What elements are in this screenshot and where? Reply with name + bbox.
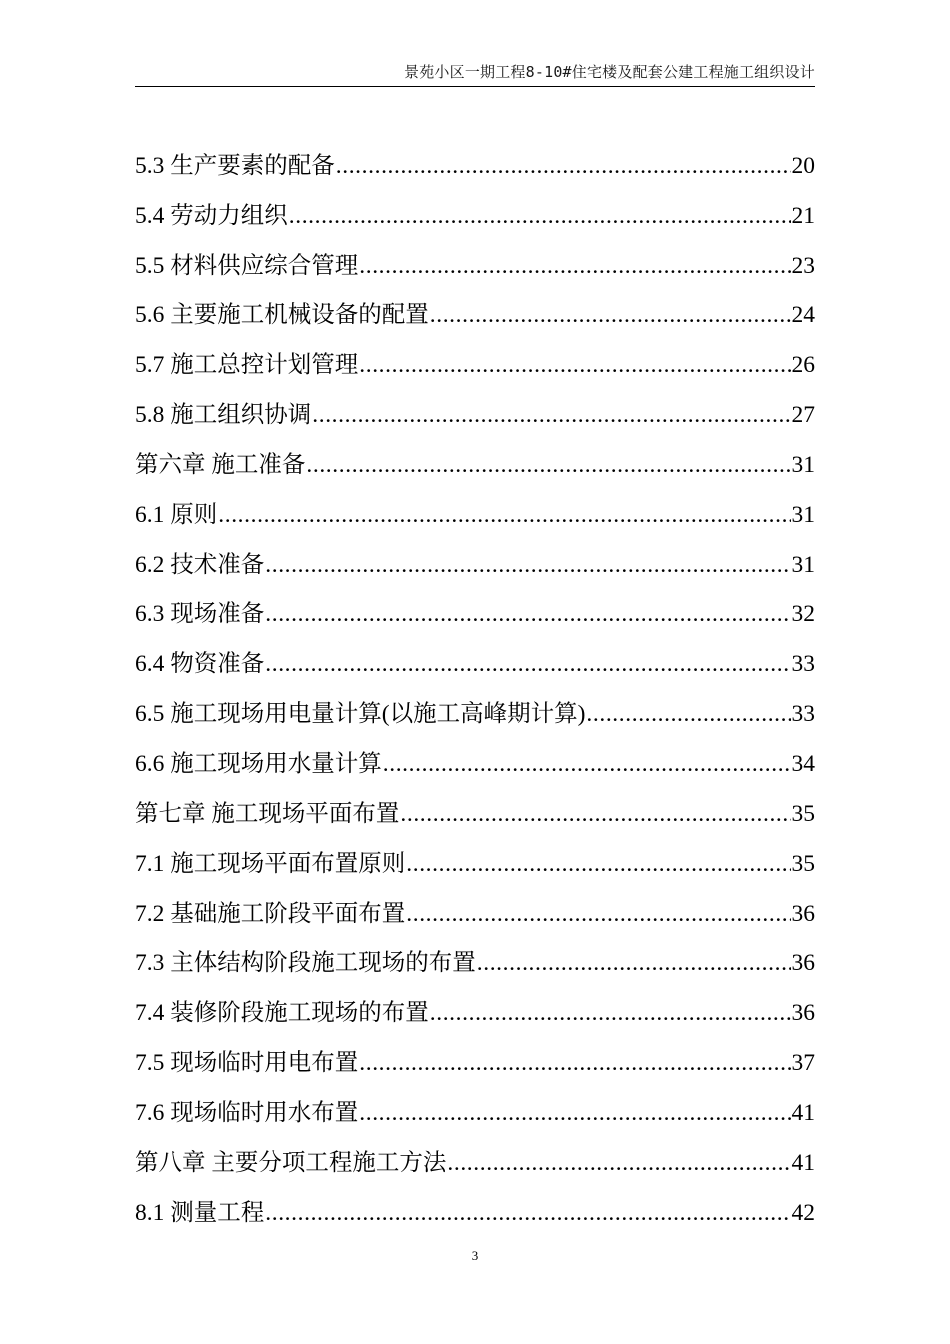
dot-leader xyxy=(359,1049,790,1077)
toc-entry-page: 33 xyxy=(791,701,815,728)
dot-leader xyxy=(359,1099,790,1127)
toc-entry-title: 7.3 主体结构阶段施工现场的布置 xyxy=(135,950,476,977)
toc-entry-page: 37 xyxy=(791,1050,815,1077)
toc-entry-page: 32 xyxy=(791,601,815,628)
dot-leader xyxy=(430,999,791,1027)
toc-entry-title: 6.2 技术准备 xyxy=(135,551,265,578)
toc-entry-page: 36 xyxy=(791,1000,815,1027)
toc-entry-title: 6.4 物资准备 xyxy=(135,651,265,678)
page-number: 3 xyxy=(471,1248,479,1263)
toc-entry-title: 7.1 施工现场平面布置原则 xyxy=(135,850,406,877)
toc-entry-7-3[interactable] xyxy=(135,928,815,978)
toc-entry-title: 5.6 主要施工机械设备的配置 xyxy=(135,302,429,329)
header-rule xyxy=(135,86,815,87)
toc-entry-page: 26 xyxy=(791,352,815,379)
dot-leader xyxy=(400,800,790,828)
table-of-contents xyxy=(135,130,815,1227)
running-header: 景苑小区一期工程8-10#住宅楼及配套公建工程施工组织设计 xyxy=(404,63,815,81)
toc-entry-page: 27 xyxy=(791,402,815,429)
toc-entry-page: 33 xyxy=(791,651,815,678)
dot-leader xyxy=(306,451,790,479)
toc-entry-title: 6.1 原则 xyxy=(135,501,218,528)
toc-entry-title: 5.4 劳动力组织 xyxy=(135,202,288,229)
toc-entry-page: 36 xyxy=(791,950,815,977)
toc-entry-page: 42 xyxy=(791,1199,815,1226)
toc-entry-page: 31 xyxy=(791,551,815,578)
dot-leader xyxy=(383,750,791,778)
toc-entry-title: 第七章 施工现场平面布置 xyxy=(135,800,400,827)
toc-entry-page: 24 xyxy=(791,302,815,329)
toc-entry-6-4[interactable] xyxy=(135,628,815,678)
dot-leader xyxy=(312,401,790,429)
toc-entry-title: 5.8 施工组织协调 xyxy=(135,402,312,429)
toc-entry-8-1[interactable] xyxy=(135,1177,815,1227)
toc-entry-title: 8.1 测量工程 xyxy=(135,1199,265,1226)
toc-entry-page: 20 xyxy=(791,152,815,179)
dot-leader xyxy=(447,1149,790,1177)
dot-leader xyxy=(477,949,791,977)
toc-entry-7-1[interactable] xyxy=(135,828,815,878)
toc-entry-title: 7.5 现场临时用电布置 xyxy=(135,1050,359,1077)
toc-entry-title: 6.3 现场准备 xyxy=(135,601,265,628)
toc-entry-6-3[interactable] xyxy=(135,579,815,629)
toc-entry-5-8[interactable] xyxy=(135,379,815,429)
dot-leader xyxy=(359,351,790,379)
toc-entry-page: 36 xyxy=(791,900,815,927)
toc-entry-page: 35 xyxy=(791,800,815,827)
dot-leader xyxy=(406,900,790,928)
toc-entry-title: 6.5 施工现场用电量计算(以施工高峰期计算) xyxy=(135,701,586,728)
dot-leader xyxy=(265,551,790,579)
dot-leader xyxy=(359,252,790,280)
toc-entry-5-4[interactable] xyxy=(135,180,815,230)
toc-entry-chapter-8[interactable] xyxy=(135,1127,815,1177)
toc-entry-5-5[interactable] xyxy=(135,230,815,280)
toc-entry-title: 7.2 基础施工阶段平面布置 xyxy=(135,900,406,927)
toc-entry-5-6[interactable] xyxy=(135,280,815,330)
toc-entry-title: 5.7 施工总控计划管理 xyxy=(135,352,359,379)
toc-entry-7-5[interactable] xyxy=(135,1027,815,1077)
toc-entry-title: 6.6 施工现场用水量计算 xyxy=(135,750,382,777)
toc-entry-6-6[interactable] xyxy=(135,728,815,778)
dot-leader xyxy=(430,301,791,329)
toc-entry-title: 5.5 材料供应综合管理 xyxy=(135,252,359,279)
toc-entry-title: 5.3 生产要素的配备 xyxy=(135,152,335,179)
dot-leader xyxy=(265,1199,790,1227)
toc-entry-page: 31 xyxy=(791,451,815,478)
toc-entry-6-2[interactable] xyxy=(135,529,815,579)
toc-entry-7-4[interactable] xyxy=(135,977,815,1027)
toc-entry-5-3[interactable] xyxy=(135,130,815,180)
toc-entry-page: 31 xyxy=(791,501,815,528)
dot-leader xyxy=(265,600,790,628)
dot-leader xyxy=(586,700,790,728)
toc-entry-6-5[interactable] xyxy=(135,678,815,728)
toc-entry-title: 第八章 主要分项工程施工方法 xyxy=(135,1149,447,1176)
toc-entry-page: 35 xyxy=(791,850,815,877)
toc-entry-7-6[interactable] xyxy=(135,1077,815,1127)
toc-entry-chapter-7[interactable] xyxy=(135,778,815,828)
toc-entry-page: 23 xyxy=(791,252,815,279)
toc-entry-title: 7.6 现场临时用水布置 xyxy=(135,1099,359,1126)
toc-entry-6-1[interactable] xyxy=(135,479,815,529)
toc-entry-page: 21 xyxy=(791,202,815,229)
toc-entry-page: 34 xyxy=(791,750,815,777)
toc-entry-7-2[interactable] xyxy=(135,878,815,928)
toc-entry-5-7[interactable] xyxy=(135,329,815,379)
toc-entry-page: 41 xyxy=(791,1099,815,1126)
dot-leader xyxy=(265,650,790,678)
dot-leader xyxy=(218,501,790,529)
dot-leader xyxy=(336,152,791,180)
toc-entry-chapter-6[interactable] xyxy=(135,429,815,479)
toc-entry-title: 7.4 装修阶段施工现场的布置 xyxy=(135,1000,429,1027)
dot-leader xyxy=(406,850,790,878)
toc-entry-title: 第六章 施工准备 xyxy=(135,451,306,478)
dot-leader xyxy=(289,202,791,230)
toc-entry-page: 41 xyxy=(791,1149,815,1176)
